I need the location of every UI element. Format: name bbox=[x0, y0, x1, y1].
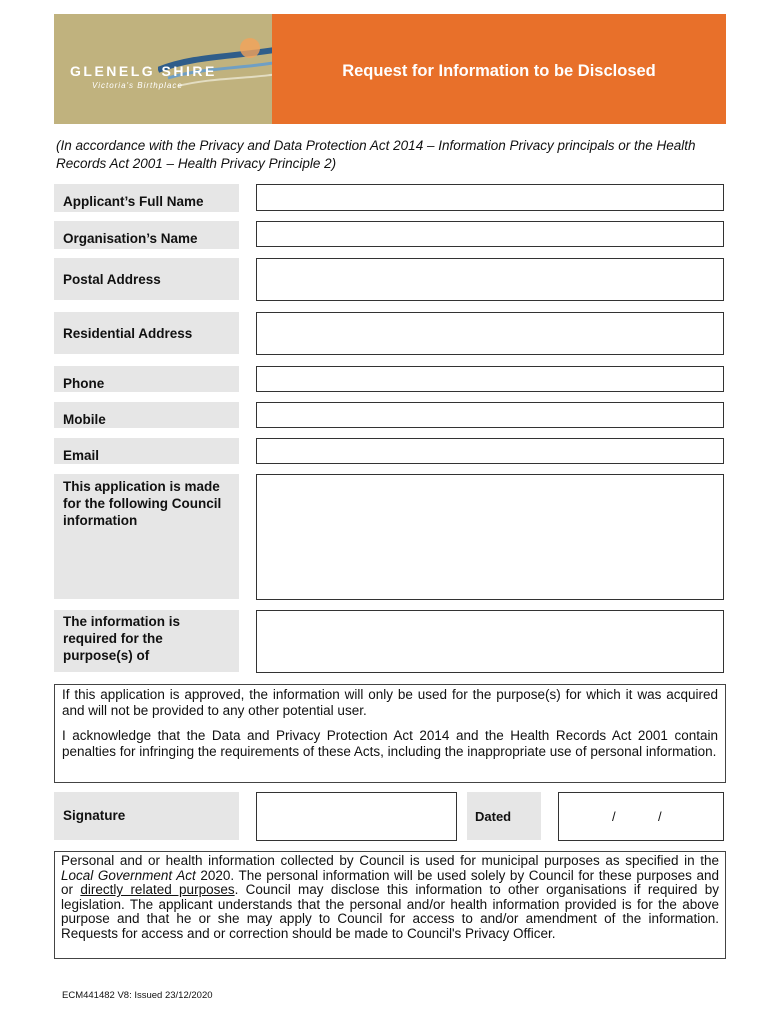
dated-field[interactable] bbox=[558, 792, 724, 841]
organisation-field[interactable] bbox=[256, 221, 724, 247]
privacy-text: . Council may disclose this information to other organisations if required by legislation. The applicant understands that the personal and/or health information provided is for the above purpose and that he or she may apply to Council for access to and/or amendment of the information. Requests for access and or correction should be made to Council's Privacy Officer. bbox=[61, 882, 719, 941]
residential-address-label: Residential Address bbox=[54, 312, 239, 354]
purpose-field[interactable] bbox=[256, 610, 724, 673]
council-information-label: This application is made for the following Council information bbox=[54, 474, 239, 599]
mobile-field[interactable] bbox=[256, 402, 724, 428]
purpose-label: The information is required for the purpose(s) of bbox=[54, 610, 239, 672]
residential-address-field[interactable] bbox=[256, 312, 724, 355]
related-purposes-link: directly related purposes bbox=[80, 882, 235, 897]
date-separator: / bbox=[612, 809, 616, 824]
privacy-statement bbox=[54, 851, 726, 959]
acknowledgement-notice bbox=[54, 684, 726, 783]
postal-address-label: Postal Address bbox=[54, 258, 239, 300]
logo-text: GLENELG SHIRE bbox=[70, 63, 217, 79]
logo-tagline: Victoria's Birthplace bbox=[92, 81, 183, 90]
privacy-text: 2020. The personal information will be used solely by Council for these purposes and or bbox=[61, 867, 719, 897]
signature-field[interactable] bbox=[256, 792, 457, 841]
signature-label: Signature bbox=[54, 792, 239, 840]
phone-label: Phone bbox=[54, 366, 239, 392]
document-reference: ECM441482 V8: Issued 23/12/2020 bbox=[62, 990, 213, 1001]
postal-address-field[interactable] bbox=[256, 258, 724, 301]
full-name-label: Applicant’s Full Name bbox=[54, 184, 239, 212]
mobile-label: Mobile bbox=[54, 402, 239, 428]
page-title: Request for Information to be Disclosed bbox=[342, 62, 656, 80]
act-name: Local Government Act bbox=[61, 867, 196, 883]
logo bbox=[54, 14, 272, 124]
organisation-label: Organisation’s Name bbox=[54, 221, 239, 249]
date-separator: / bbox=[658, 809, 662, 824]
intro-text: (In accordance with the Privacy and Data Protection Act 2014 – Information Privacy principals or the Health Records Act 2001 – Health Privacy Principle 2) bbox=[56, 138, 696, 171]
council-information-field[interactable] bbox=[256, 474, 724, 600]
notice-paragraph-1: If this application is approved, the information will only be used for the purpose(s) for which it was acquired and will not be provided to any other potential user. bbox=[62, 687, 718, 718]
phone-field[interactable] bbox=[256, 366, 724, 392]
privacy-text: Personal and or health information collected by Council is used for municipal purposes as specified in the bbox=[61, 853, 719, 868]
notice-paragraph-2: I acknowledge that the Data and Privacy Protection Act 2014 and the Health Records Act 2001 contain penalties for infringing the requirements of these Acts, including the inappropriate use of personal information. bbox=[62, 728, 718, 759]
email-label: Email bbox=[54, 438, 239, 464]
dated-label: Dated bbox=[467, 792, 541, 840]
email-field[interactable] bbox=[256, 438, 724, 464]
full-name-field[interactable] bbox=[256, 184, 724, 211]
